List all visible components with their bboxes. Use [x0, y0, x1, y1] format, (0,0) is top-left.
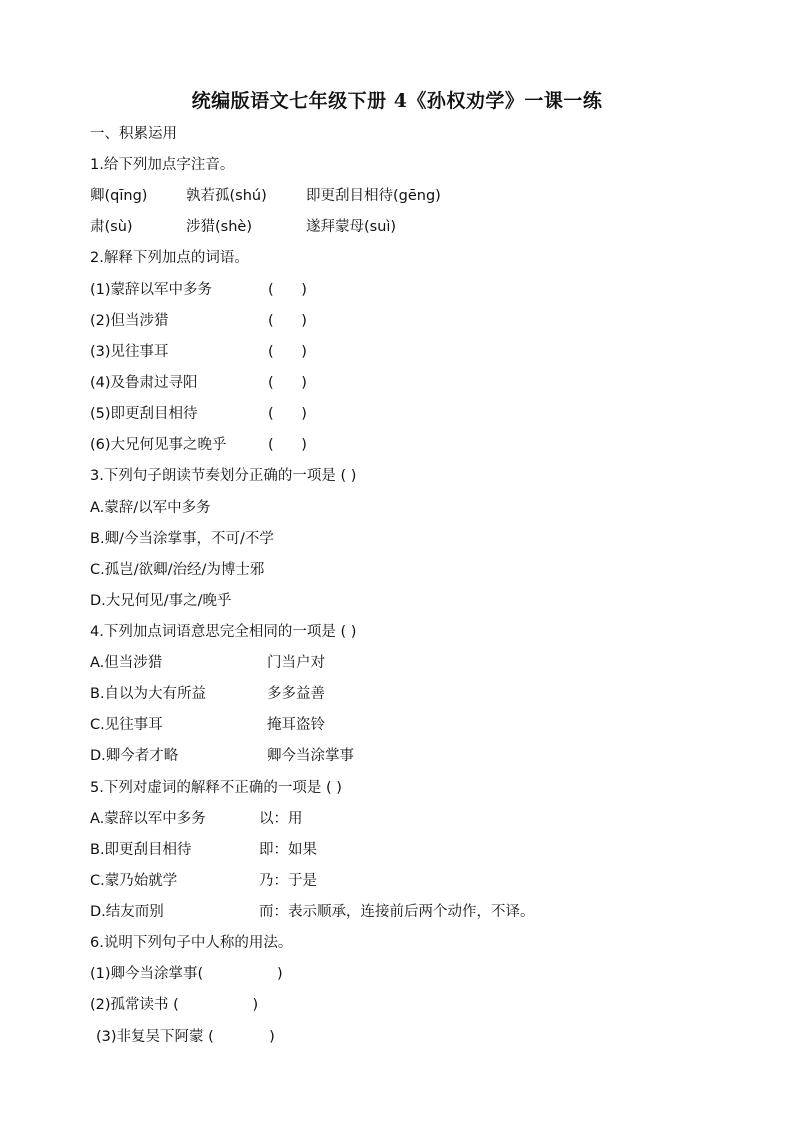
- choice-option: B.自以为大有所益: [90, 686, 207, 702]
- pronoun-item: (1)卿今当涂掌事( ): [90, 966, 283, 982]
- choice-explanation: 乃：于是: [259, 873, 317, 889]
- vocab-item: (5)即更刮目相待: [90, 406, 198, 422]
- choice-option: D.卿今者才略: [90, 748, 179, 764]
- choice-option: D.大兄何见/事之/晚乎: [90, 593, 232, 609]
- pinyin-item: 肃(sù): [90, 219, 133, 235]
- choice-option: A.但当涉猎: [90, 655, 163, 671]
- answer-blank: ( ): [268, 282, 307, 298]
- choice-compare: 卿今当涂掌事: [267, 748, 354, 764]
- pinyin-item: 遂拜蒙母(suì): [306, 219, 397, 235]
- choice-option: C.蒙乃始就学: [90, 873, 178, 889]
- pinyin-item: 卿(qīng): [90, 188, 148, 204]
- answer-blank: ( ): [268, 375, 307, 391]
- choice-option: A.蒙辞/以军中多务: [90, 500, 211, 516]
- question-1-prompt: 1.给下列加点字注音。: [90, 157, 235, 173]
- question-4-prompt: 4.下列加点词语意思完全相同的一项是 ( ): [90, 624, 357, 640]
- answer-blank: ( ): [268, 344, 307, 360]
- choice-compare: 多多益善: [267, 686, 325, 702]
- question-5-prompt: 5.下列对虚词的解释不正确的一项是 ( ): [90, 780, 342, 796]
- question-2-prompt: 2.解释下列加点的词语。: [90, 250, 249, 266]
- page-title: 统编版语文七年级下册 4《孙权劝学》一课一练: [191, 90, 603, 112]
- choice-option: C.见往事耳: [90, 717, 163, 733]
- vocab-item: (3)见往事耳: [90, 344, 169, 360]
- vocab-item: (1)蒙辞以军中多务: [90, 282, 213, 298]
- pinyin-item: 孰若孤(shú): [186, 188, 267, 204]
- choice-compare: 门当户对: [267, 655, 325, 671]
- choice-compare: 掩耳盗铃: [267, 717, 325, 733]
- vocab-item: (6)大兄何见事之晚乎: [90, 437, 227, 453]
- pinyin-item: 即更刮目相待(gēng): [306, 188, 441, 204]
- section-heading: 一、积累运用: [90, 126, 177, 142]
- question-3-prompt: 3.下列句子朗读节奏划分正确的一项是 ( ): [90, 468, 357, 484]
- choice-option: B.卿/今当涂掌事，不可/不学: [90, 531, 274, 547]
- choice-explanation: 即：如果: [259, 842, 317, 858]
- answer-blank: ( ): [268, 406, 307, 422]
- pronoun-item: (2)孤常读书 ( ): [90, 997, 259, 1013]
- pronoun-item: (3)非复吴下阿蒙 ( ): [96, 1029, 275, 1045]
- vocab-item: (4)及鲁肃过寻阳: [90, 375, 198, 391]
- choice-option: D.结友而别: [90, 904, 164, 920]
- vocab-item: (2)但当涉猎: [90, 313, 169, 329]
- pinyin-item: 涉猎(shè): [186, 219, 252, 235]
- choice-explanation: 以：用: [259, 811, 303, 827]
- choice-explanation: 而：表示顺承，连接前后两个动作，不译。: [259, 904, 535, 920]
- choice-option: B.即更刮目相待: [90, 842, 192, 858]
- question-6-prompt: 6.说明下列句子中人称的用法。: [90, 935, 293, 951]
- answer-blank: ( ): [268, 437, 307, 453]
- answer-blank: ( ): [268, 313, 307, 329]
- choice-option: A.蒙辞以军中多务: [90, 811, 206, 827]
- choice-option: C.孤岂/欲卿/治经/为博士邪: [90, 562, 265, 578]
